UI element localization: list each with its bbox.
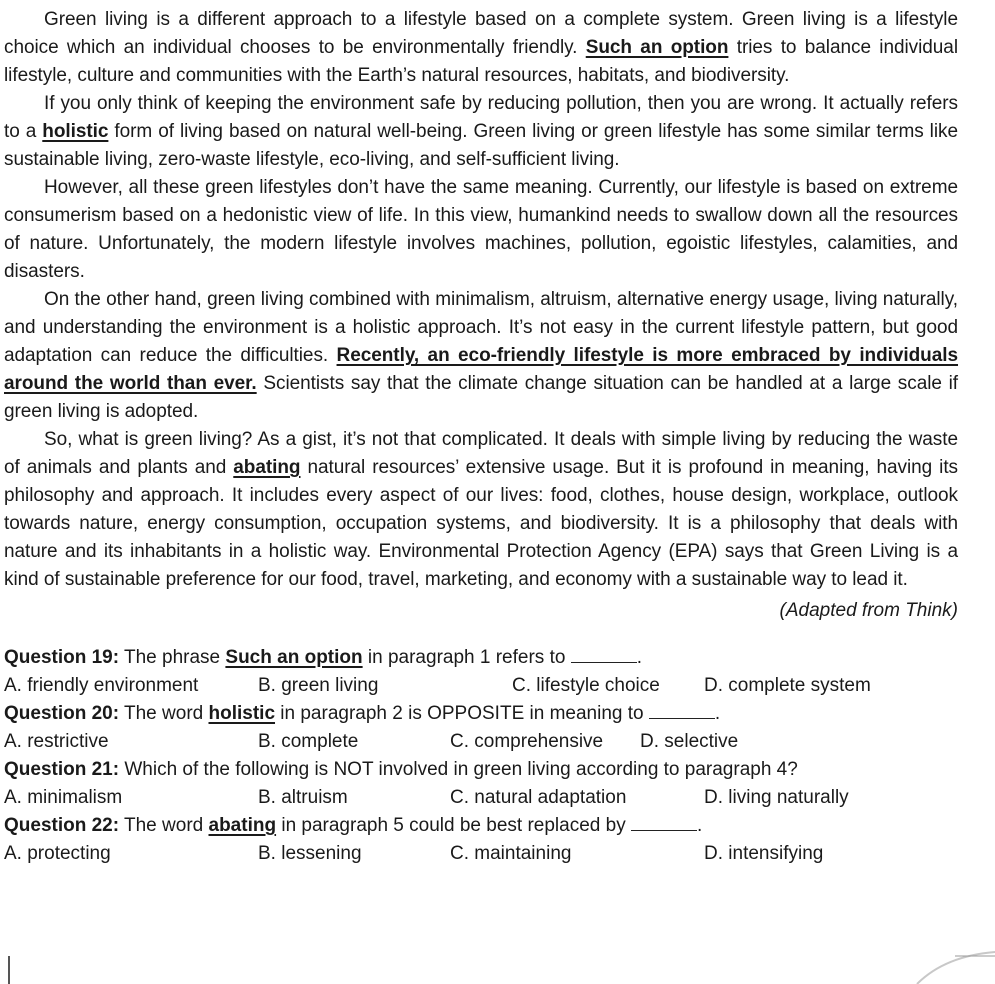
question-20-text-after: in paragraph 2 is OPPOSITE in meaning to bbox=[275, 703, 649, 724]
question-22-text-after: in paragraph 5 could be best replaced by bbox=[276, 815, 631, 836]
question-19-options bbox=[4, 672, 958, 700]
question-22-option-d[interactable]: D. intensifying bbox=[704, 843, 824, 864]
question-21-stem bbox=[4, 756, 958, 784]
question-22-option-b[interactable]: B. lessening bbox=[258, 843, 362, 864]
question-19-option-c[interactable]: C. lifestyle choice bbox=[512, 675, 660, 696]
question-20-answer-blank bbox=[649, 700, 715, 719]
paragraph-2-text-after: form of living based on natural well-being. Green living or green lifestyle has some similar terms like sustainable living, zero-waste lifestyle, eco-living, and self-sufficient living. bbox=[4, 121, 958, 170]
paragraph-2-underlined-word: holistic bbox=[42, 121, 109, 142]
question-20-option-b[interactable]: B. complete bbox=[258, 731, 359, 752]
paragraph-1-text-before: Green living is a different approach to a lifestyle based on a complete system. Green living is a lifestyle choice which an individual chooses to be environmentally friendly. bbox=[4, 9, 958, 58]
question-22-option-c[interactable]: C. maintaining bbox=[450, 843, 572, 864]
question-22-options bbox=[4, 840, 958, 868]
question-22-stem bbox=[4, 812, 958, 840]
paragraph-5-text-before: So, what is green living? As a gist, it’s not that complicated. It deals with simple living by reducing the waste of animals and plants and bbox=[4, 429, 958, 478]
question-19-answer-blank bbox=[571, 644, 637, 663]
reading-passage-page bbox=[4, 6, 958, 868]
question-20-number: Question 20: bbox=[4, 703, 120, 724]
question-19-text-before: The phrase bbox=[119, 647, 226, 668]
paragraph-4-text-before: On the other hand, green living combined with minimalism, altruism, alternative energy usage, living naturally, and understanding the environment is a holistic approach. It’s not easy in the current lifestyle pattern, but good adaptation can reduce the difficulties. bbox=[4, 289, 958, 366]
question-21-number: Question 21: bbox=[4, 759, 120, 780]
question-21-text: Which of the following is NOT involved in green living according to paragraph 4? bbox=[119, 759, 798, 780]
question-19-end: . bbox=[636, 647, 642, 668]
question-21-option-b[interactable]: B. altruism bbox=[258, 787, 348, 808]
question-20-option-c[interactable]: C. comprehensive bbox=[450, 731, 604, 752]
paragraph-4-text-after: Scientists say that the climate change situation can be handled at a large scale if green living is adopted. bbox=[4, 373, 959, 422]
question-22-underlined-word: abating bbox=[208, 815, 277, 836]
source-attribution: (Adapted from Think) bbox=[779, 600, 958, 621]
question-20-underlined-word: holistic bbox=[208, 703, 276, 724]
page-edge-mark bbox=[8, 956, 10, 984]
question-19-number: Question 19: bbox=[4, 647, 120, 668]
paragraph-4-underlined-sentence: Recently, an eco-friendly lifestyle is more embraced by individuals around the world than ever. bbox=[4, 345, 959, 394]
paragraph-5 bbox=[4, 426, 958, 594]
question-21-option-c[interactable]: C. natural adaptation bbox=[450, 787, 627, 808]
question-19-option-b[interactable]: B. green living bbox=[258, 675, 379, 696]
question-21-option-d[interactable]: D. living naturally bbox=[704, 787, 849, 808]
question-20-options bbox=[4, 728, 958, 756]
question-19-underlined-phrase: Such an option bbox=[225, 647, 363, 668]
paragraph-2 bbox=[4, 90, 958, 174]
question-22-text-before: The word bbox=[119, 815, 209, 836]
paragraph-1-text-after: tries to balance individual lifestyle, culture and communities with the Earth’s natural resources, habitats, and biodiversity. bbox=[4, 37, 958, 86]
question-22-option-a[interactable]: A. protecting bbox=[4, 843, 111, 864]
question-20-text-before: The word bbox=[119, 703, 209, 724]
question-22-end: . bbox=[696, 815, 703, 836]
question-22-answer-blank bbox=[631, 812, 697, 831]
question-22-number: Question 22: bbox=[4, 815, 120, 836]
question-20-end: . bbox=[714, 703, 721, 724]
question-21-options bbox=[4, 784, 958, 812]
question-20-option-a[interactable]: A. restrictive bbox=[4, 731, 109, 752]
page-curl-decoration bbox=[915, 948, 995, 984]
question-20-stem bbox=[4, 700, 958, 728]
paragraph-2-text-before: If you only think of keeping the environment safe by reducing pollution, then you are wrong. It actually refers to a bbox=[4, 93, 958, 142]
question-20-option-d[interactable]: D. selective bbox=[640, 731, 739, 752]
question-19-option-d[interactable]: D. complete system bbox=[704, 675, 871, 696]
question-19-option-a[interactable]: A. friendly environment bbox=[4, 675, 199, 696]
question-list bbox=[4, 644, 958, 868]
question-19-stem bbox=[4, 644, 958, 672]
question-19-text-after: in paragraph 1 refers to bbox=[362, 647, 571, 668]
paragraph-1-underlined-phrase: Such an option bbox=[585, 37, 729, 58]
question-21-option-a[interactable]: A. minimalism bbox=[4, 787, 123, 808]
paragraph-5-underlined-word: abating bbox=[233, 457, 301, 478]
paragraph-1 bbox=[4, 6, 958, 90]
paragraph-3 bbox=[4, 174, 958, 286]
paragraph-5-text-after: natural resources’ extensive usage. But it is profound in meaning, having its philosophy and approach. It includes every aspect of our lives: food, clothes, house design, workplace, outlook towards nature, energy consumption, occupation systems, and biodiversity. It is a philosophy that deals with nature and its inhabitants in a holistic way. Environmental Protection Agency (EPA) says that Green Living is a kind of sustainable preference for our food, travel, marketing, and economy with a sustainable way to lead it. bbox=[4, 457, 959, 590]
paragraph-3-text: However, all these green lifestyles don’t have the same meaning. Currently, our lifestyle is based on extreme consumerism based on a hedonistic view of life. In this view, humankind needs to swallow down all the resources of nature. Unfortunately, the modern lifestyle involves machines, pollution, egoistic lifestyles, calamities, and disasters. bbox=[4, 177, 958, 282]
paragraph-4 bbox=[4, 286, 958, 426]
